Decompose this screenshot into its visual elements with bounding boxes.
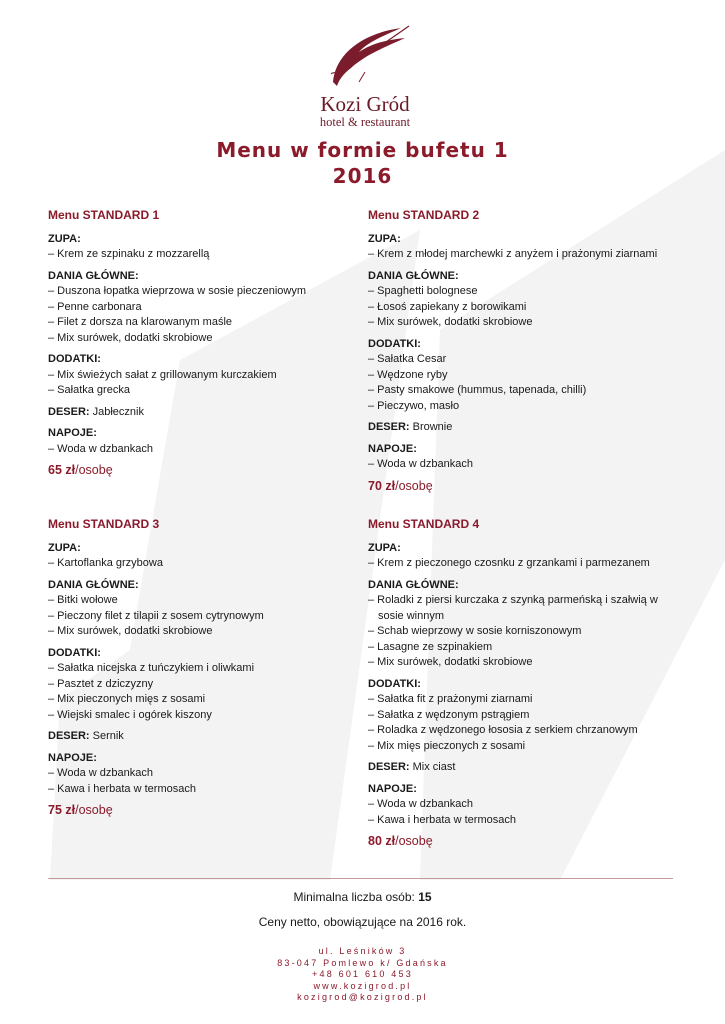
- prices-note: Ceny netto, obowiązujące na 2016 rok.: [258, 915, 467, 929]
- price-unit: /osobę: [75, 463, 113, 477]
- kozi-grod-logo: [305, 22, 425, 132]
- list-item: – Kartoflanka grzybowa: [48, 557, 163, 569]
- list-item: – Krem ze szpinaku z mozzarellą: [48, 248, 210, 260]
- drinks-section: [48, 426, 378, 457]
- list-item: – Lasagne ze szpinakiem: [368, 640, 493, 653]
- dessert-line: [368, 420, 698, 436]
- price-value: 75 zł: [48, 803, 76, 817]
- list-item: – Filet z dorsza na klarowanym maśle: [48, 316, 233, 328]
- list-item: – Mix surówek, dodatki skrobiowe: [48, 331, 213, 344]
- list-item: – Duszona łopatka wieprzowa w sosie pieczeniowym: [48, 285, 307, 297]
- section-label: NAPOJE:: [368, 442, 417, 455]
- contact-city: 83-047 Pomlewo k/ Gdańska: [277, 957, 448, 968]
- list-item: – Sałatka Cesar: [368, 353, 447, 365]
- section-label: DODATKI:: [48, 353, 101, 365]
- list-item: – Kawa i herbata w termosach: [48, 782, 196, 795]
- soup-section: [368, 541, 698, 572]
- list-item: – Woda w dzbankach: [48, 442, 153, 455]
- price: [368, 834, 698, 850]
- drinks-section: [368, 782, 698, 829]
- list-item: – Spaghetti bolognese: [368, 285, 478, 297]
- sides-section: [48, 646, 378, 724]
- list-item: – Bitki wołowe: [48, 594, 118, 606]
- menu-title: Menu STANDARD 3: [48, 517, 160, 531]
- list-item: – Woda w dzbankach: [368, 458, 473, 470]
- section-label: DANIA GŁÓWNE:: [48, 578, 139, 591]
- price-value: 70 zł: [368, 478, 396, 493]
- menu-title: Menu STANDARD 2: [368, 208, 480, 222]
- sides-section: [368, 337, 698, 415]
- section-label: DANIA GŁÓWNE:: [368, 269, 459, 282]
- drinks-section: [48, 751, 378, 798]
- list-item: – Wiejski smalec i ogórek kiszony: [48, 708, 212, 721]
- list-item: – Sałatka grecka: [48, 384, 130, 396]
- price-unit: /osobę: [395, 834, 433, 848]
- list-item: – Woda w dzbankach: [48, 767, 153, 779]
- price-value: 65 zł: [48, 463, 76, 477]
- dessert-value: Jabłecznik: [92, 405, 144, 418]
- mains-section: [48, 269, 378, 347]
- price: [48, 803, 378, 819]
- section-label: ZUPA:: [368, 232, 401, 245]
- menu-standard-2: [368, 208, 698, 494]
- section-label: DESER:: [48, 730, 90, 742]
- mains-section: [368, 578, 698, 671]
- soup-section: [48, 232, 378, 263]
- list-item: – Mix surówek, dodatki skrobiowe: [368, 656, 533, 668]
- dessert-line: [48, 405, 378, 421]
- menu-title: Menu STANDARD 4: [368, 517, 480, 531]
- section-label: DANIA GŁÓWNE:: [48, 269, 139, 282]
- menu-standard-4: [368, 517, 698, 850]
- logo-name: Kozi Gród: [320, 92, 410, 116]
- section-label: DODATKI:: [368, 677, 421, 690]
- list-item: – Wędzone ryby: [368, 368, 448, 381]
- dessert-value: Mix ciast: [412, 761, 456, 773]
- list-item: – Kawa i herbata w termosach: [368, 813, 516, 826]
- feather-logo-icon: [313, 22, 417, 94]
- footer-divider: [48, 878, 673, 879]
- minimum-guests: [0, 890, 725, 904]
- sides-section: [48, 352, 378, 399]
- drinks-section: [368, 442, 698, 473]
- list-item: – Sałatka fit z prażonymi ziarnami: [368, 693, 533, 705]
- list-item: – Pasty smakowe (hummus, tapenada, chilli): [368, 384, 587, 396]
- menu-title: Menu STANDARD 1: [48, 208, 160, 222]
- section-label: DODATKI:: [48, 646, 101, 659]
- list-item: – Mix mięs pieczonych z sosami: [368, 739, 526, 752]
- dessert-value: Sernik: [92, 730, 124, 742]
- page-title-year: 2016: [332, 164, 393, 188]
- mains-section: [48, 578, 378, 640]
- dessert-value: Brownie: [412, 421, 453, 433]
- price-unit: /osobę: [395, 478, 433, 493]
- section-label: DANIA GŁÓWNE:: [368, 578, 459, 591]
- price: [368, 479, 698, 495]
- minimum-guests-label: Minimalna liczba osób:: [293, 890, 419, 904]
- list-item: – Penne carbonara: [48, 300, 142, 313]
- price: [48, 463, 378, 479]
- price-unit: /osobę: [75, 803, 113, 817]
- mains-section: [368, 269, 698, 331]
- sides-section: [368, 677, 698, 755]
- contact-website-link[interactable]: www.kozigrod.pl: [313, 980, 412, 991]
- section-label: DESER:: [368, 421, 410, 433]
- list-item: – Roladka z wędzonego łososia z serkiem chrzanowym: [368, 724, 638, 736]
- list-item: – Roladki z piersi kurczaka z szynką parmeńską i szałwią w sosie winnym: [368, 594, 658, 622]
- list-item: – Sałatka nicejska z tuńczykiem i oliwkami: [48, 662, 255, 674]
- contact-phone[interactable]: +48 601 610 453: [312, 969, 413, 979]
- section-label: DESER:: [368, 761, 410, 773]
- section-label: ZUPA:: [48, 541, 81, 554]
- list-item: – Mix świeżych sałat z grillowanym kurczakiem: [48, 368, 277, 381]
- section-label: NAPOJE:: [48, 427, 97, 439]
- minimum-guests-value: 15: [418, 890, 432, 904]
- menu-standard-1: [48, 208, 378, 479]
- list-item: – Schab wieprzowy w sosie korniszonowym: [368, 625, 582, 637]
- section-label: ZUPA:: [48, 232, 81, 245]
- section-label: DESER:: [48, 405, 90, 418]
- list-item: – Mix surówek, dodatki skrobiowe: [48, 625, 213, 637]
- list-item: – Krem z młodej marchewki z anyżem i prażonymi ziarnami: [368, 248, 658, 260]
- contact-email-link[interactable]: kozigrod@kozigrod.pl: [297, 992, 428, 1002]
- section-label: NAPOJE:: [368, 782, 417, 795]
- list-item: – Sałatka z wędzonym pstrągiem: [368, 708, 530, 721]
- section-label: NAPOJE:: [48, 751, 97, 764]
- dessert-line: [368, 760, 698, 776]
- list-item: – Pieczony filet z tilapii z sosem cytrynowym: [48, 609, 264, 622]
- list-item: – Łosoś zapiekany z borowikami: [368, 300, 527, 313]
- price-value: 80 zł: [368, 834, 396, 848]
- logo-subtitle: hotel & restaurant: [319, 115, 411, 129]
- section-label: DODATKI:: [368, 337, 421, 350]
- contact-street: ul. Leśników 3: [318, 946, 407, 956]
- list-item: – Mix pieczonych mięs z sosami: [48, 693, 206, 705]
- list-item: – Krem z pieczonego czosnku z grzankami i parmezanem: [368, 557, 650, 569]
- soup-section: [48, 541, 378, 572]
- contact-block: [0, 946, 725, 1004]
- soup-section: [368, 232, 698, 263]
- list-item: – Woda w dzbankach: [368, 798, 473, 810]
- list-item: – Pieczywo, masło: [368, 399, 460, 412]
- page-title: Menu w formie bufetu 1: [216, 138, 509, 162]
- section-label: ZUPA:: [368, 541, 401, 554]
- menu-standard-3: [48, 517, 378, 819]
- list-item: – Pasztet z dziczyzny: [48, 677, 154, 690]
- list-item: – Mix surówek, dodatki skrobiowe: [368, 316, 533, 328]
- dessert-line: [48, 729, 378, 745]
